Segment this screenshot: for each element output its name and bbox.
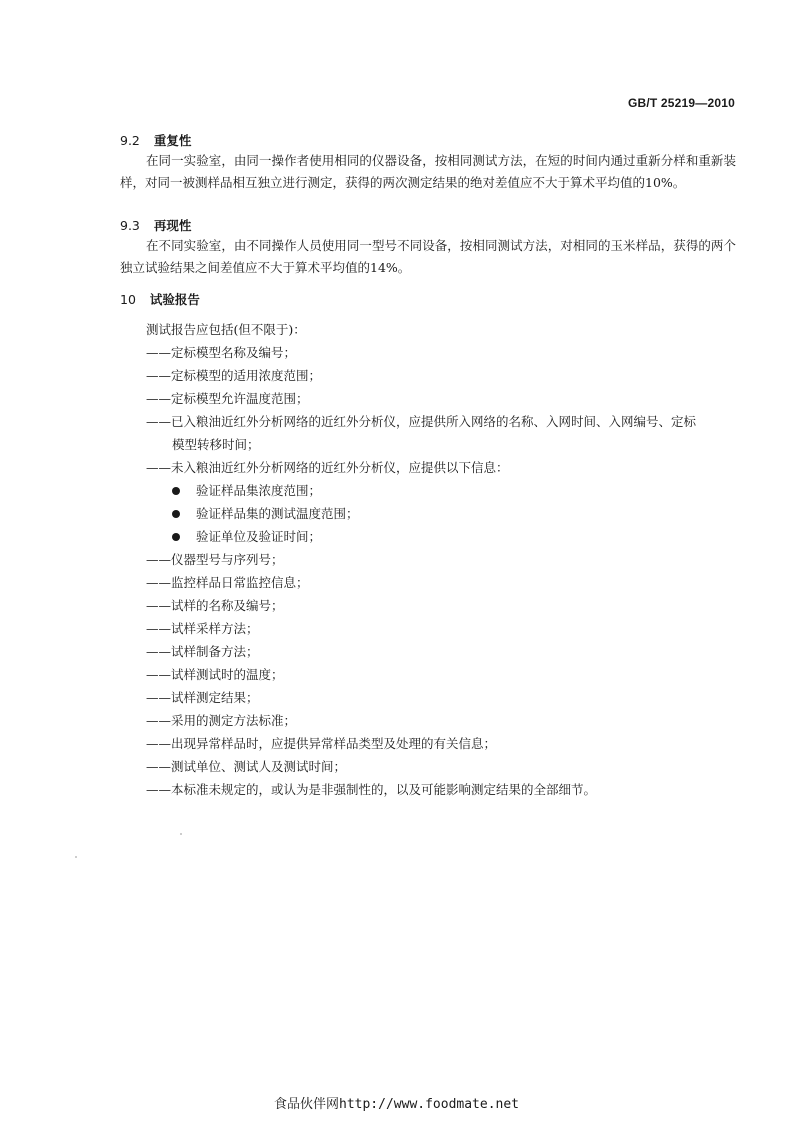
list-item: ——定标模型的适用浓度范围； xyxy=(146,368,322,383)
footer-watermark xyxy=(0,1093,793,1112)
list-item: ——试样制备方法； xyxy=(146,644,259,659)
footer-url-link[interactable]: http://www.foodmate.net xyxy=(339,1097,520,1112)
scan-speck xyxy=(180,833,182,835)
list-item: ——未入粮油近红外分析网络的近红外分析仪，应提供以下信息： xyxy=(146,460,509,475)
scan-speck xyxy=(75,856,77,858)
list-item: ——已入粮油近红外分析网络的近红外分析仪，应提供所入网络的名称、入网时间、入网编号、定标 xyxy=(146,414,697,429)
section-10-heading xyxy=(120,290,200,308)
standard-number: GB/T 25219—2010 xyxy=(627,96,735,110)
list-item: ——本标准未规定的，或认为是非强制性的，以及可能影响测定结果的全部细节。 xyxy=(146,782,597,797)
list-item: ——试样的名称及编号； xyxy=(146,598,284,613)
list-item: ——定标模型允许温度范围； xyxy=(146,391,309,406)
report-intro: 测试报告应包括(但不限于)： xyxy=(146,322,306,337)
section-title: 再现性 xyxy=(153,218,192,233)
section-number: 9.3 xyxy=(120,218,140,233)
section-number: 9.2 xyxy=(120,133,140,148)
list-item: ——定标模型名称及编号； xyxy=(146,345,297,360)
bullet-text: 验证样品集的测试温度范围； xyxy=(196,506,359,521)
footer-site-name: 食品伙伴网 xyxy=(273,1097,339,1112)
list-item: ——试样采样方法； xyxy=(146,621,259,636)
list-item: ——测试单位、测试人及测试时间； xyxy=(146,759,347,774)
section-title: 重复性 xyxy=(153,133,192,148)
list-item: ——试样测定结果； xyxy=(146,690,259,705)
section-9-2-heading xyxy=(120,131,191,149)
bullet-dot-icon xyxy=(172,533,180,541)
bullet-item xyxy=(146,525,738,548)
bullet-dot-icon xyxy=(172,510,180,518)
bullet-item xyxy=(146,479,738,502)
list-item: ——试样测试时的温度； xyxy=(146,667,284,682)
section-9-2-paragraph: 在同一实验室，由同一操作者使用相同的仪器设备，按相同测试方法，在短的时间内通过重新分样和重新装样，对同一被测样品相互独立进行测定，获得的两次测定结果的绝对差值应不大于算术平均值的10%。 xyxy=(120,153,736,190)
section-title: 试验报告 xyxy=(149,292,200,307)
list-item: ——采用的测定方法标准； xyxy=(146,713,297,728)
bullet-item xyxy=(146,502,738,525)
section-number: 10 xyxy=(120,292,136,307)
report-items-list xyxy=(146,318,738,801)
list-item-continuation: 模型转移时间； xyxy=(172,437,260,452)
list-item: ——仪器型号与序列号； xyxy=(146,552,284,567)
bullet-dot-icon xyxy=(172,487,180,495)
list-item: ——监控样品日常监控信息； xyxy=(146,575,309,590)
bullet-text: 验证单位及验证时间； xyxy=(196,529,322,544)
section-9-3-paragraph: 在不同实验室，由不同操作人员使用同一型号不同设备，按相同测试方法，对相同的玉米样品，获得的两个独立试验结果之间差值应不大于算术平均值的14%。 xyxy=(120,238,736,275)
section-9-3-heading xyxy=(120,216,191,234)
bullet-text: 验证样品集浓度范围； xyxy=(196,483,322,498)
list-item: ——出现异常样品时，应提供异常样品类型及处理的有关信息； xyxy=(146,736,497,751)
